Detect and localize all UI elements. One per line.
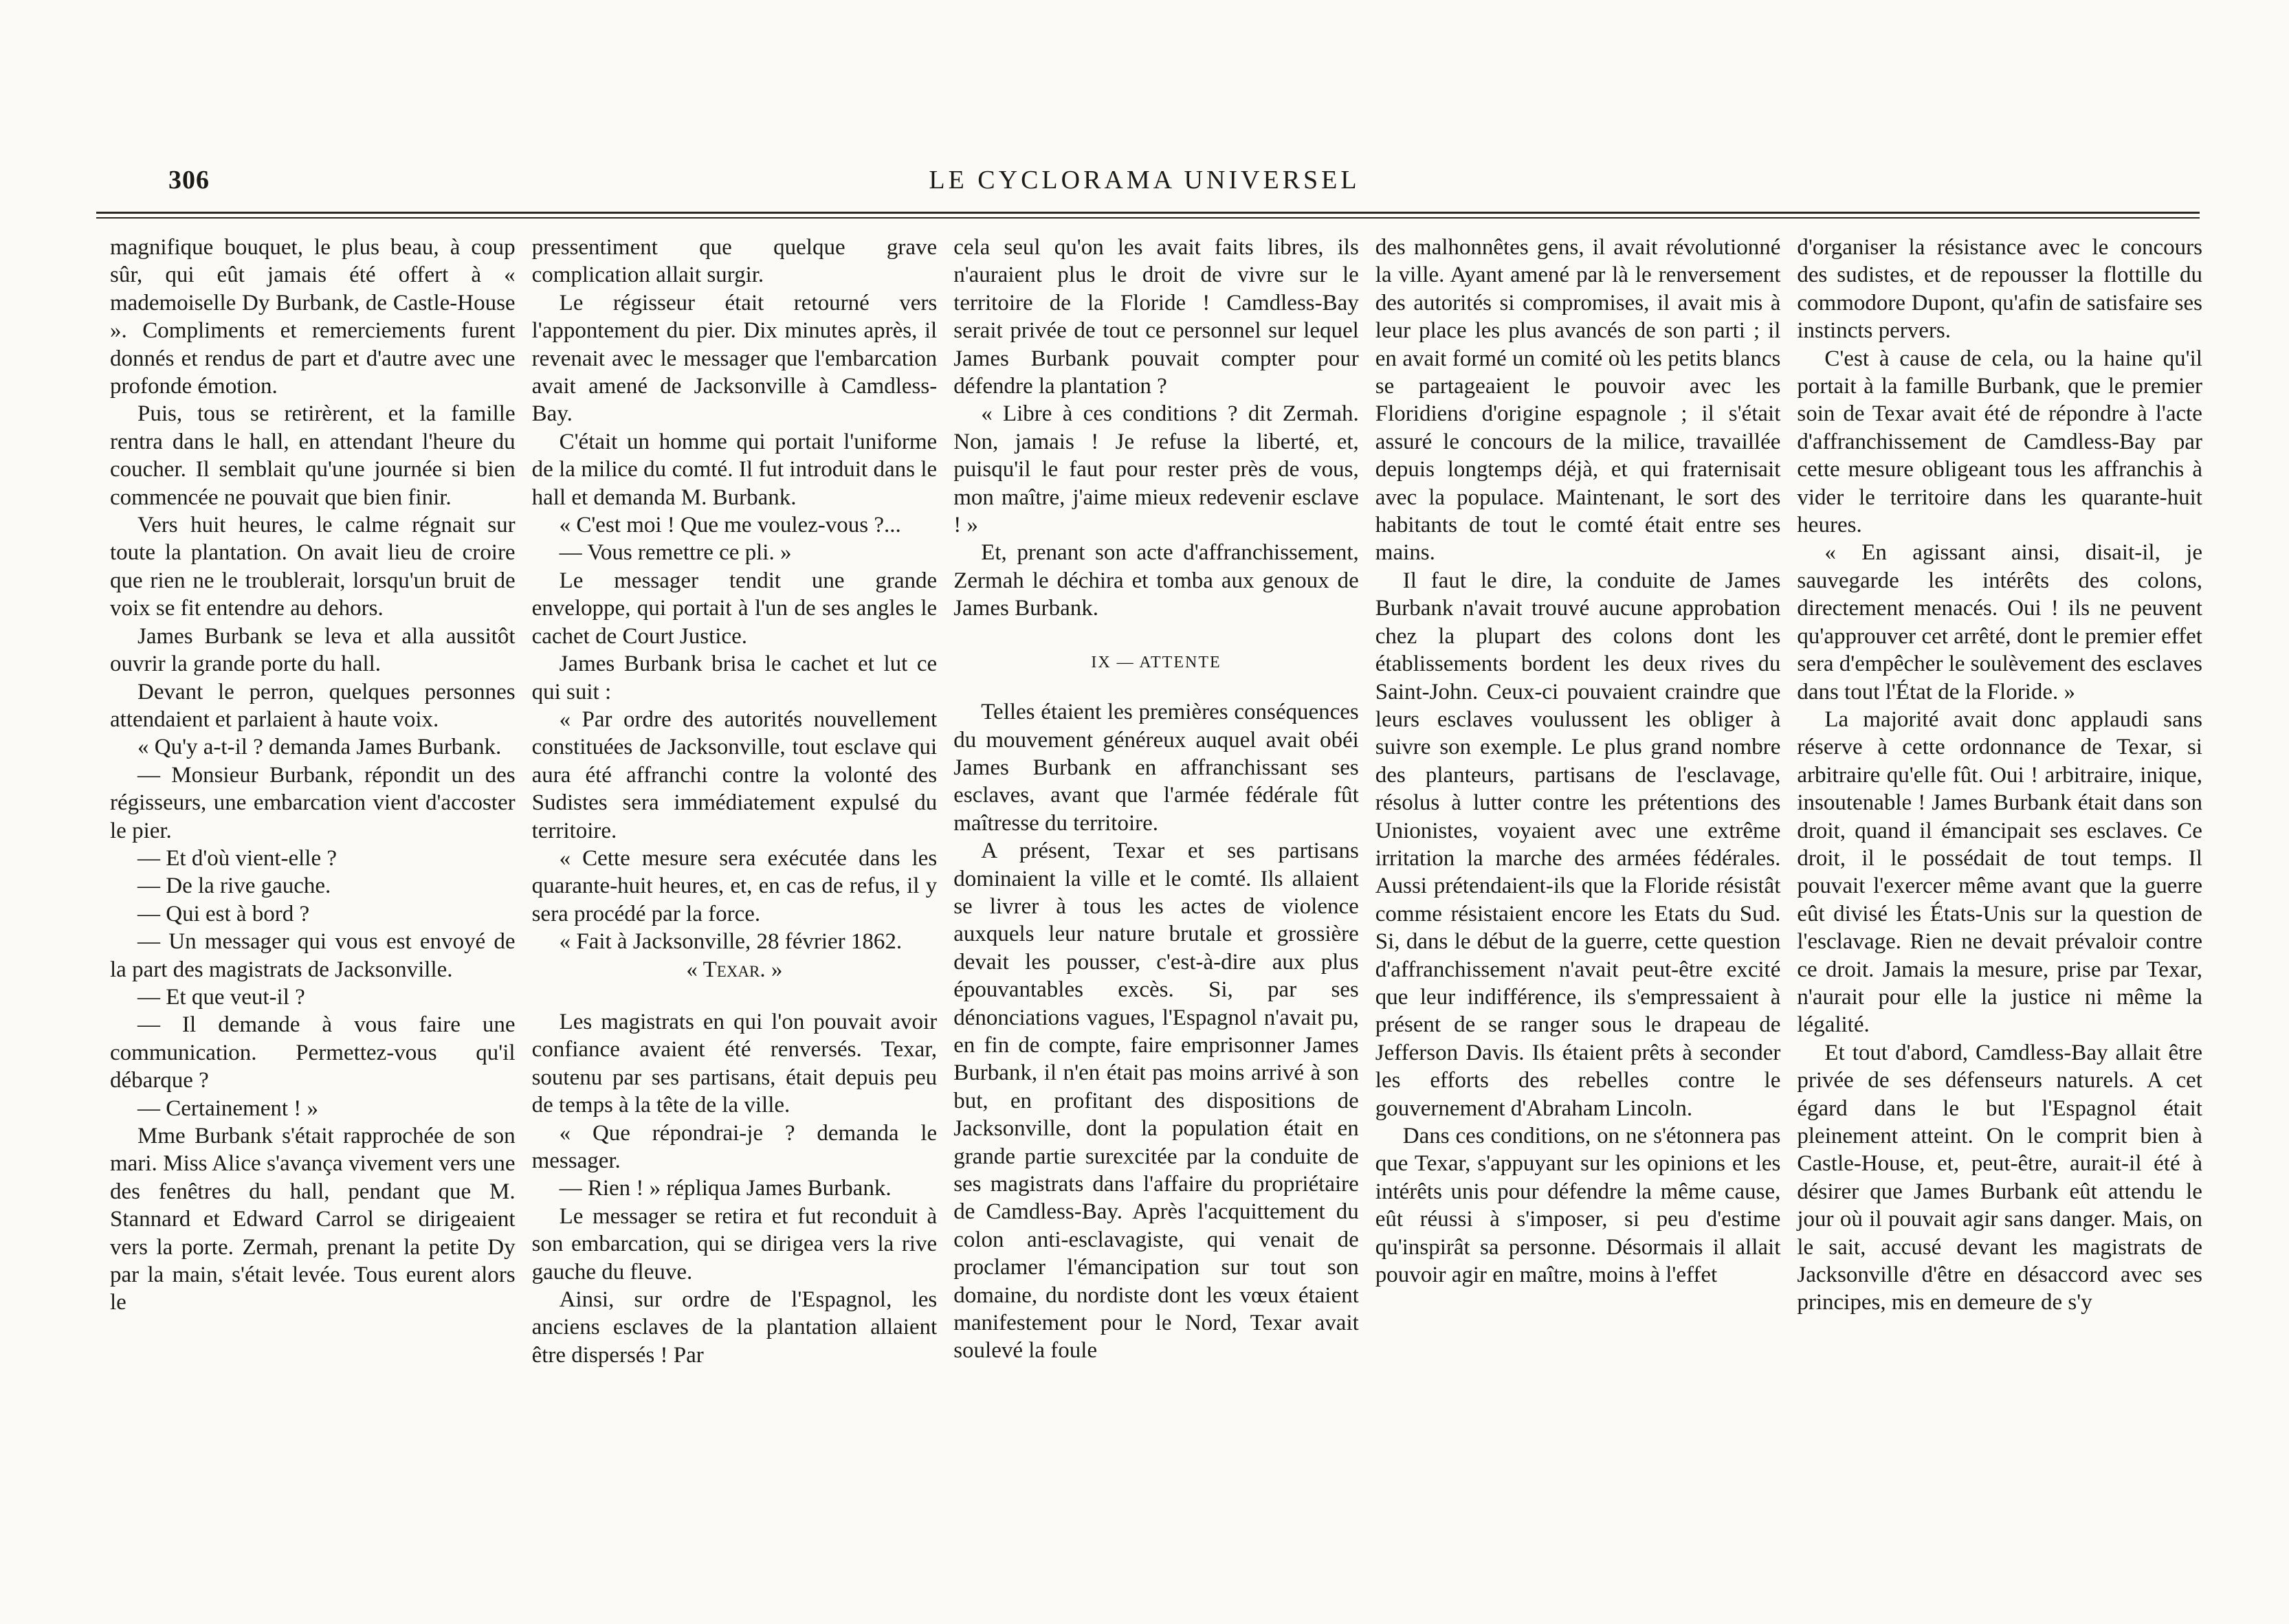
column-1 [110, 234, 516, 1369]
paragraph: Telles étaient les premières conséquences du mouvement généreux auquel avait obéi James Burbank en affranchissant ses esclaves, avant que l'armée fédérale fût maîtresse du territoire. [953, 700, 1359, 836]
paragraph: « En agissant ainsi, disait-il, je sauvegarde les intérêts des colons, directement menacés. Oui ! ils ne peuvent qu'approuver cet arrêté, dont le premier effet sera d'empêcher le soulèvement des esclaves dans tout l'État de la Floride. » [1797, 540, 2202, 704]
paragraph: Le messager tendit une grande enveloppe, qui portait à l'un de ses angles le cachet de Court Justice. [531, 568, 938, 649]
paragraph: — Un messager qui vous est envoyé de la part des magistrats de Jacksonville. [110, 929, 516, 982]
paragraph: Le messager se retira et fut reconduit à son embarcation, qui se dirigea vers la rive gauche du fleuve. [531, 1203, 938, 1284]
paragraph: — Certainement ! » [137, 1095, 319, 1121]
text-columns [110, 234, 2202, 1369]
column-2 [532, 234, 938, 1369]
paragraph: Puis, tous se retirèrent, et la famille rentra dans le hall, en attendant l'heure du coucher. Il semblait qu'une journée si bien commencée ne pouvait que bien finir. [110, 401, 516, 510]
paragraph: magnifique bouquet, le plus beau, à coup sûr, qui eût jamais été offert à « mademoiselle Dy Burbank, de Castle-House ». Compliments et remerciements furent donnés et rendus de part et d'autre avec une profonde émotion. [110, 235, 516, 399]
page-number: 306 [168, 166, 210, 194]
paragraph: Le régisseur était retourné vers l'appontement du pier. Dix minutes après, il revenait avec le messager que l'embarcation avait amené de Jacksonville à Camdless-Bay. [531, 290, 938, 427]
paragraph: Et, prenant son acte d'affranchissement, Zermah le déchira et tomba aux genoux de James Burbank. [953, 540, 1359, 621]
paragraph: — Rien ! » répliqua James Burbank. [559, 1176, 892, 1201]
section-heading: IX — ATTENTE [1091, 653, 1221, 671]
paragraph: James Burbank brisa le cachet et lut ce qui suit : [531, 652, 938, 704]
paragraph: Les magistrats en qui l'on pouvait avoir confiance avaient été renversés. Texar, soutenu par ses partisans, était depuis peu de temps à la tête de la ville. [531, 1009, 938, 1118]
paragraph: — Il demande à vous faire une communication. Permettez-vous qu'il débarque ? [110, 1012, 516, 1093]
paragraph: Il faut le dire, la conduite de James Burbank n'avait trouvé aucune approbation chez la plupart des colons dont les établissements bordent les deux rives du Saint-John. Ceux-ci pouvaient craindre que leurs esclaves voulussent les obliger à suivre son exemple. Le plus grand nombre des planteurs, partisans de l'esclavage, résolus à lutter contre les prétentions des Unionistes, voyaient avec une extrême irritation la marche des armées fédérales. Aussi prétendaient-ils que la Floride résistât comme résistaient encore les Etats du Sud. Si, dans le début de la guerre, cette question d'affranchissement n'avait peut-être excité que leur indifférence, ils s'empressaient à présent de se ranger sous le drapeau de Jefferson Davis. Ils étaient prêts à seconder les efforts des rebelles contre le gouvernement d'Abraham Lincoln. [1375, 568, 1781, 1121]
quoted-order: « Par ordre des autorités nouvellement constituées de Jacksonville, tout esclave qui aura été affranchi contre la volonté des Sudistes sera immédiatement expulsé du territoire. [531, 707, 938, 843]
paragraph: pressentiment que quelque grave complication allait surgir. [531, 235, 938, 288]
paragraph: La majorité avait donc applaudi sans réserve à cette ordonnance de Texar, si arbitraire qu'elle fût. Oui ! arbitraire, inique, insoutenable ! James Burbank était dans son droit, quand il émancipait ses esclaves. Ce droit, il le possédait de tout temps. Il pouvait l'exercer même avant que la guerre eût divisé les États-Unis sur la question de l'esclavage. Rien ne devait prévaloir contre ce droit. Jamais la mesure, prise par Texar, n'aurait pour elle la justice ni même la légalité. [1797, 707, 2202, 1038]
paragraph: C'était un homme qui portait l'uniforme de la milice du comté. Il fut introduit dans le hall et demanda M. Burbank. [531, 429, 938, 510]
header-rule [96, 212, 2200, 214]
paragraph: — Monsieur Burbank, répondit un des régisseurs, une embarcation vient d'accoster le pier. [110, 762, 516, 843]
paragraph: — Et que veut-il ? [137, 984, 305, 1010]
paragraph: A présent, Texar et ses partisans dominaient la ville et le comté. Ils allaient se livrer à tous les actes de violence auxquels leur nature brutale et grossière devait les pousser, c'est-à-dire aux plus épouvantables excès. Si, par ses dénonciations vagues, l'Espagnol n'avait pu, en fin de compte, faire emprisonner James Burbank, il n'en était pas moins arrivé à son but, en profitant des dispositions de Jacksonville, dont la population était en grande partie surexcitée par la conduite de ses magistrats dans l'affaire du propriétaire de Camdless-Bay. Après l'acquittement du colon anti-esclavagiste, qui venait de proclamer l'émancipation sur tout son domaine, du nordiste dont les vœux étaient manifestement pour le Nord, Texar avait soulevé la foule [953, 838, 1359, 1364]
paragraph: Mme Burbank s'était rapprochée de son mari. Miss Alice s'avança vivement vers une des fenêtres du hall, pendant que M. Stannard et Edward Carrol se dirigeaient vers la porte. Zermah, prenant la petite Dy par la main, s'était levée. Tous eurent alors le [110, 1124, 516, 1315]
column-4 [1375, 234, 1781, 1369]
paragraph: — De la rive gauche. [137, 874, 331, 899]
quoted-order: « Fait à Jacksonville, 28 février 1862. [559, 929, 903, 955]
paragraph: C'est à cause de cela, ou la haine qu'il portait à la famille Burbank, que le premier soin de Texar avait été de répondre à l'acte d'affranchissement de Camdless-Bay par cette mesure obligeant tous les affranchis à vider le territoire dans les quarante-huit heures. [1797, 346, 2202, 538]
paragraph: « Libre à ces conditions ? dit Zermah. Non, jamais ! Je refuse la liberté, et, puisqu'il le faut pour rester près de vous, mon maître, j'aime mieux redevenir esclave ! » [953, 401, 1359, 538]
paragraph: — Qui est à bord ? [137, 901, 310, 926]
paragraph: « C'est moi ! Que me voulez-vous ?... [559, 513, 901, 538]
column-5 [1797, 234, 2202, 1369]
paragraph: « Qu'y a-t-il ? demanda James Burbank. [137, 735, 502, 760]
quoted-order: « Cette mesure sera exécutée dans les quarante-huit heures, et, en cas de refus, il y sera procédé par la force. [531, 845, 938, 926]
paragraph: cela seul qu'on les avait faits libres, ils n'auraient plus le droit de vivre sur le territoire de la Floride ! Camdless-Bay serait privée de tout ce personnel sur lequel James Burbank pouvait compter pour défendre la plantation ? [953, 235, 1359, 399]
signature: « Texar. » [686, 957, 783, 982]
paragraph: — Vous remettre ce pli. » [559, 540, 792, 566]
paragraph: « Que répondrai-je ? demanda le messager. [531, 1120, 938, 1173]
paragraph: des malhonnêtes gens, il avait révolutionné la ville. Ayant amené par là le renversement des autorités si compromises, il avait mis à leur place les plus avancés de son parti ; il en avait formé un comité où les petits blancs se partageaient le pouvoir avec les Floridiens d'origine espagnole ; il s'était assuré le concours de la milice, travaillée depuis longtemps déjà, et qui fraternisait avec la populace. Maintenant, le sort des habitants de tout le comté était entre ses mains. [1375, 235, 1781, 566]
paragraph: James Burbank se leva et alla aussitôt ouvrir la grande porte du hall. [110, 623, 516, 677]
paragraph: d'organiser la résistance avec le concours des sudistes, et de repousser la flottille du commodore Dupont, qu'afin de satisfaire ses instincts pervers. [1797, 235, 2202, 344]
page-header [0, 165, 2289, 206]
paragraph: Vers huit heures, le calme régnait sur toute la plantation. On avait lieu de croire que rien ne le troublerait, lorsqu'un bruit de voix se fit entendre au dehors. [110, 513, 516, 621]
header-rule-thin [96, 217, 2200, 219]
paragraph: Devant le perron, quelques personnes attendaient et parlaient à haute voix. [110, 679, 516, 732]
paragraph: Et tout d'abord, Camdless-Bay allait être privée de ses défenseurs naturels. A cet égard dans le but l'Espagnol était pleinement atteint. On le comprit bien à Castle-House, et, peut-être, aurait-il été à désirer que James Burbank eût attendu le jour où il pouvait agir sans danger. Mais, on le sait, accusé devant les magistrats de Jacksonville d'être en désaccord avec ses principes, mis en demeure de s'y [1797, 1040, 2202, 1315]
paragraph: Ainsi, sur ordre de l'Espagnol, les anciens esclaves de la plantation allaient être dispersés ! Par [531, 1287, 938, 1368]
paragraph: — Et d'où vient-elle ? [137, 845, 338, 871]
column-3 [953, 234, 1359, 1369]
running-title: LE CYCLORAMA UNIVERSEL [929, 166, 1360, 194]
paragraph: Dans ces conditions, on ne s'étonnera pas que Texar, s'appuyant sur les opinions et les intérêts unis pour défendre la même cause, eût réussi à s'imposer, si peu d'estime qu'inspirât sa personne. Désormais il allait pouvoir agir en maître, moins à l'effet [1375, 1124, 1781, 1288]
